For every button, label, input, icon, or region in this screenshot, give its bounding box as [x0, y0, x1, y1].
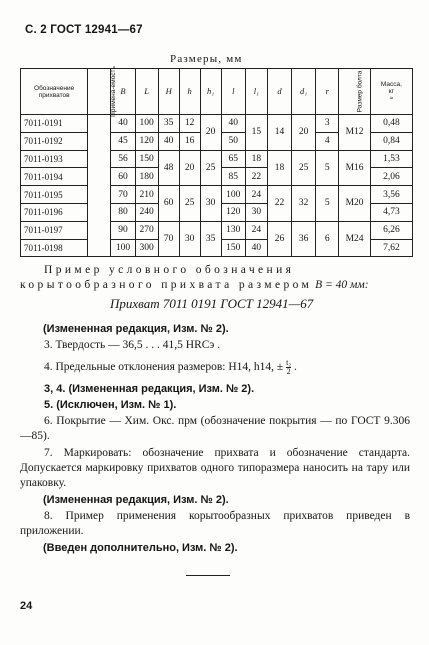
- l1-cell: 24: [245, 221, 267, 239]
- l-cell: 120: [221, 203, 245, 221]
- bolt-cell: М20: [339, 186, 371, 222]
- L-cell: 100: [135, 115, 158, 133]
- col-l: l: [221, 69, 245, 115]
- mass-cell: 6,26: [370, 221, 412, 239]
- L-cell: 270: [135, 221, 158, 239]
- col-bolt-size: Размер болта: [339, 69, 371, 115]
- H-cell: 48: [158, 150, 179, 186]
- col-d1: d₁: [292, 69, 316, 115]
- B-cell: 56: [111, 150, 135, 168]
- h1-cell: 30: [200, 186, 221, 222]
- h1-cell: 35: [200, 221, 221, 257]
- h-cell: 12: [179, 115, 200, 133]
- designation-cell: 7011-0196: [21, 203, 88, 221]
- B-cell: 100: [111, 239, 135, 257]
- table-row: [21, 150, 413, 168]
- h-cell: 20: [179, 150, 200, 186]
- col-l1: l₁: [245, 69, 267, 115]
- designation-cell: 7011-0197: [21, 221, 88, 239]
- bolt-cell: М24: [339, 221, 371, 257]
- col-r: r: [316, 69, 339, 115]
- note-application: 8. Пример применения корытообразных прихватов приведен в приложении.: [20, 510, 410, 537]
- l-cell: 100: [221, 186, 245, 204]
- B-cell: 90: [111, 221, 135, 239]
- B-cell: 45: [111, 132, 135, 150]
- d1-cell: 25: [292, 150, 316, 186]
- l1-cell: 40: [245, 239, 267, 257]
- H-cell: 70: [158, 221, 179, 257]
- applicability-cell: [88, 115, 111, 257]
- r-cell: 4: [316, 132, 339, 150]
- note-tolerances: 4. Предельные отклонения размеров: Н14, h14, ± $\frac{\text{t₂}}{2}$ .: [44, 358, 297, 376]
- d-cell: 26: [267, 221, 291, 257]
- L-cell: 240: [135, 203, 158, 221]
- table-row: [21, 115, 413, 133]
- B-cell: 40: [111, 115, 135, 133]
- note-hardness: 3. Твердость — 36,5 . . . 41,5 HRCэ .: [44, 339, 221, 351]
- clamp-dimensions-table: [20, 68, 413, 257]
- l-cell: 85: [221, 168, 245, 186]
- designation-cell: 7011-0193: [21, 150, 88, 168]
- page-header: С. 2 ГОСТ 12941—67: [25, 24, 143, 36]
- d-cell: 22: [267, 186, 291, 222]
- divider-rule: [186, 575, 230, 576]
- l-cell: 150: [221, 239, 245, 257]
- L-cell: 150: [135, 150, 158, 168]
- d1-cell: 32: [292, 186, 316, 222]
- l-cell: 130: [221, 221, 245, 239]
- page-number: 24: [20, 600, 33, 612]
- l-cell: 65: [221, 150, 245, 168]
- mass-cell: 0,48: [370, 115, 412, 133]
- l1-cell: 30: [245, 203, 267, 221]
- table-header-row: [21, 69, 413, 115]
- H-cell: 60: [158, 186, 179, 222]
- h-cell: 25: [179, 186, 200, 222]
- l1-cell: 24: [245, 186, 267, 204]
- d-cell: 18: [267, 150, 291, 186]
- designation-cell: 7011-0192: [21, 132, 88, 150]
- col-mass: Масса, кг ≈: [370, 69, 412, 115]
- col-h: h: [179, 69, 200, 115]
- table-row: [21, 221, 413, 239]
- B-cell: 80: [111, 203, 135, 221]
- H-cell: 35: [158, 115, 179, 133]
- note-coating: 6. Покрытие — Хим. Окс. прм (обозначение покрытия — по ГОСТ 9.306—85).: [20, 415, 410, 442]
- r-cell: 6: [316, 221, 339, 257]
- l1-cell: 15: [245, 115, 267, 151]
- mass-cell: 0,84: [370, 132, 412, 150]
- example-paragraph: Пример условного обозначения корытообразного прихвата размером B = 40 мм:: [20, 264, 369, 291]
- designation-cell: 7011-0198: [21, 239, 88, 257]
- d1-cell: 20: [292, 115, 316, 151]
- d-cell: 14: [267, 115, 291, 151]
- table-caption: Размеры, мм: [170, 53, 243, 65]
- note-amendment-3: (Измененная редакция, Изм. № 2).: [43, 494, 229, 506]
- r-cell: 3: [316, 115, 339, 133]
- r-cell: 5: [316, 186, 339, 222]
- h1-cell: 20: [200, 115, 221, 151]
- note-amendment-1: (Измененная редакция, Изм. № 2).: [43, 323, 229, 335]
- mass-cell: 1,53: [370, 150, 412, 168]
- mass-cell: 2,06: [370, 168, 412, 186]
- tolerance-fraction: $\frac{\text{t₂}}{2}$: [286, 358, 292, 376]
- bolt-cell: М12: [339, 115, 371, 151]
- designation-cell: 7011-0195: [21, 186, 88, 204]
- col-L: L: [135, 69, 158, 115]
- d1-cell: 36: [292, 221, 316, 257]
- mass-cell: 3,56: [370, 186, 412, 204]
- col-d: d: [267, 69, 291, 115]
- h1-cell: 25: [200, 150, 221, 186]
- B-cell: 60: [111, 168, 135, 186]
- L-cell: 210: [135, 186, 158, 204]
- h-cell: 30: [179, 221, 200, 257]
- B-cell: 70: [111, 186, 135, 204]
- note-excluded: 5. (Исключен, Изм. № 1).: [44, 399, 177, 411]
- mass-cell: 7,62: [370, 239, 412, 257]
- L-cell: 300: [135, 239, 158, 257]
- col-h1: h₁: [200, 69, 221, 115]
- h-cell: 16: [179, 132, 200, 150]
- designation-cell: 7011-0194: [21, 168, 88, 186]
- r-cell: 5: [316, 150, 339, 186]
- designation-cell: 7011-0191: [21, 115, 88, 133]
- L-cell: 120: [135, 132, 158, 150]
- table-row: [21, 186, 413, 204]
- note-marking: 7. Маркировать: обозначение прихвата и обозначение стандарта. Допускается маркировку прихватов одного типоразмера наносить на тару или упаковку.: [20, 447, 410, 489]
- l1-cell: 22: [245, 168, 267, 186]
- col-designation: Обозначение прихватов: [21, 69, 88, 115]
- col-H: H: [158, 69, 179, 115]
- col-applicability: Примена-емость: [88, 69, 111, 115]
- l-cell: 50: [221, 132, 245, 150]
- l1-cell: 18: [245, 150, 267, 168]
- note-amendment-2: 3, 4. (Измененная редакция, Изм. № 2).: [44, 383, 255, 395]
- mass-cell: 4,73: [370, 203, 412, 221]
- example-formula: Прихват 7011 0191 ГОСТ 12941—67: [110, 296, 314, 311]
- L-cell: 180: [135, 168, 158, 186]
- l-cell: 40: [221, 115, 245, 133]
- col-B: B: [111, 69, 135, 115]
- note-added: (Введен дополнительно, Изм. № 2).: [43, 542, 238, 554]
- H-cell: 40: [158, 132, 179, 150]
- bolt-cell: М16: [339, 150, 371, 186]
